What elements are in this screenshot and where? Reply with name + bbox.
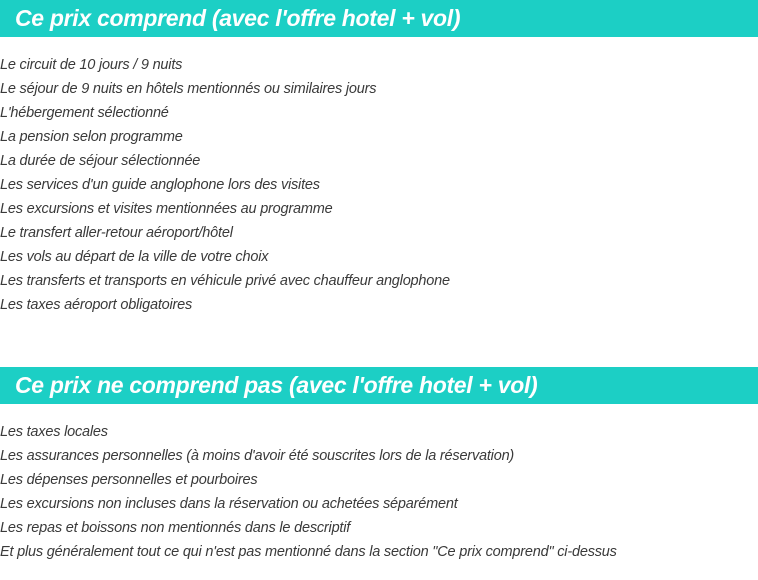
excluded-section-header	[0, 367, 758, 404]
excluded-item: Les assurances personnelles (à moins d'avoir été souscrites lors de la réservation)	[0, 448, 515, 464]
included-items-list	[0, 53, 450, 317]
included-item: Le transfert aller-retour aéroport/hôtel	[0, 225, 233, 241]
included-item: Les services d'un guide anglophone lors des visites	[0, 177, 320, 193]
included-item: La durée de séjour sélectionnée	[0, 153, 201, 169]
excluded-item: Les dépenses personnelles et pourboires	[0, 472, 258, 488]
excluded-item: Et plus généralement tout ce qui n'est pas mentionné dans la section "Ce prix comprend" ci-dessus	[0, 544, 617, 560]
excluded-item: Les excursions non incluses dans la réservation ou achetées séparément	[0, 496, 458, 512]
included-item: Les vols au départ de la ville de votre choix	[0, 249, 269, 265]
included-item: Les excursions et visites mentionnées au programme	[0, 201, 333, 217]
included-item: L'hébergement sélectionné	[0, 105, 169, 121]
included-section-header	[0, 0, 758, 37]
excluded-items-list	[0, 420, 617, 564]
included-section-title: Ce prix comprend (avec l'offre hotel + vol)	[15, 5, 461, 31]
included-item: La pension selon programme	[0, 129, 183, 145]
included-item: Le circuit de 10 jours / 9 nuits	[0, 57, 183, 73]
excluded-item: Les repas et boissons non mentionnés dans le descriptif	[0, 520, 351, 536]
included-item: Les transferts et transports en véhicule privé avec chauffeur anglophone	[0, 273, 450, 289]
excluded-item: Les taxes locales	[0, 424, 108, 440]
excluded-section-title: Ce prix ne comprend pas (avec l'offre hotel + vol)	[15, 372, 538, 398]
included-item: Les taxes aéroport obligatoires	[0, 297, 193, 313]
included-item: Le séjour de 9 nuits en hôtels mentionnés ou similaires jours	[0, 81, 377, 97]
